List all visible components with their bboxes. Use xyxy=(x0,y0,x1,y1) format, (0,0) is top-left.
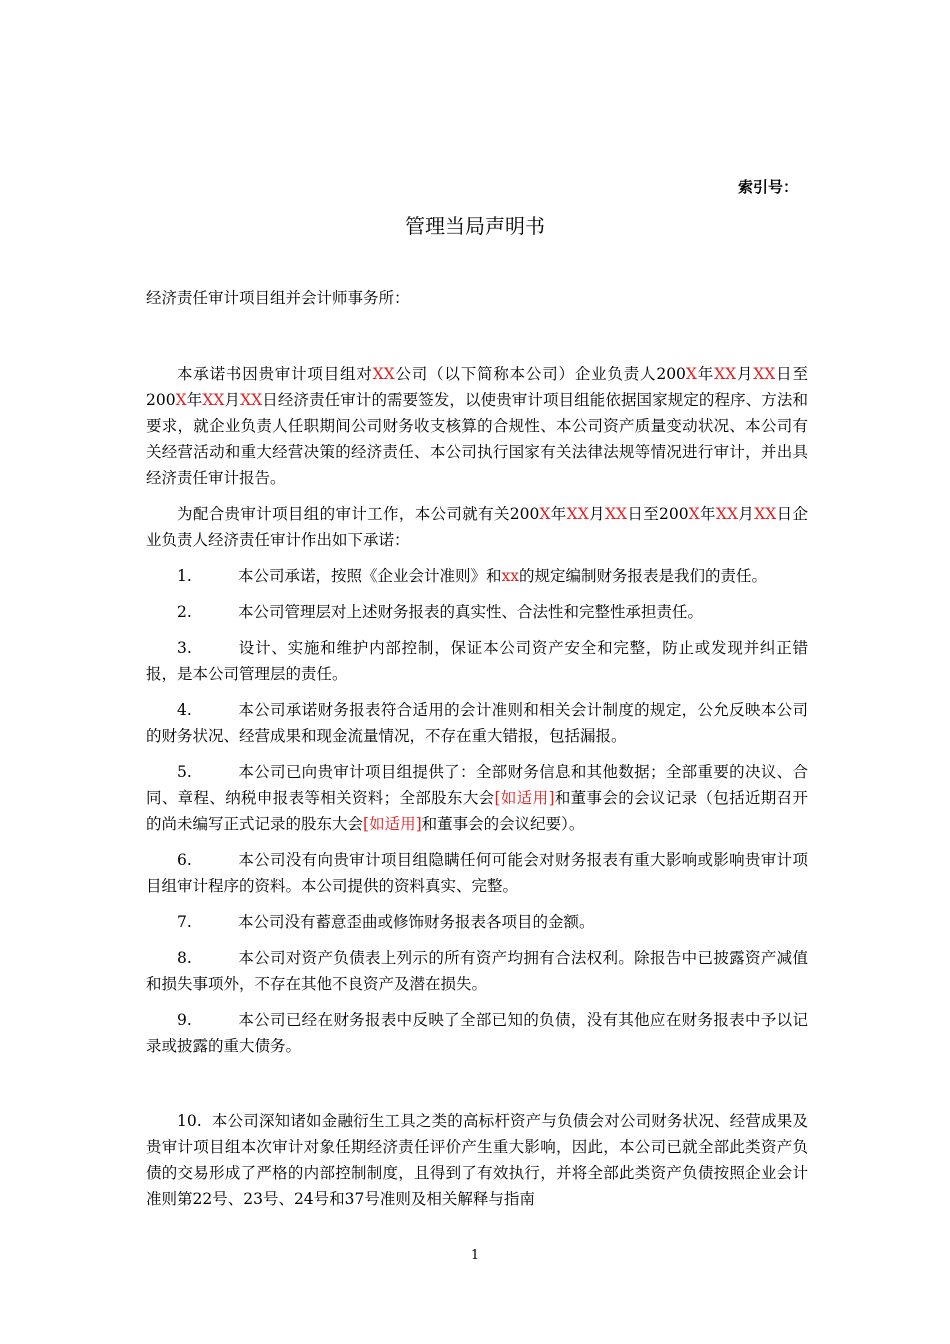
commitment-item-8: 8. 本公司对资产负债表上列示的所有资产均拥有合法权利。除报告中已披露资产减值和损失事项外，不存在其他不良资产及潜在损失。 xyxy=(146,945,808,997)
placeholder-text: XX xyxy=(604,505,628,523)
item-number: 1. xyxy=(177,567,192,585)
addressee: 经济责任审计项目组并会计师事务所： xyxy=(146,289,410,307)
commitment-item-10 xyxy=(146,1108,808,1212)
index-number-label: 索引号： xyxy=(738,178,799,196)
item-number: 3. xyxy=(177,639,192,657)
item-number: 8. xyxy=(177,949,192,967)
commitment-item-3: 3. 设计、实施和维护内部控制，保证本公司资产安全和完整，防止或发现并纠正错报，是本公司管理层的责任。 xyxy=(146,635,808,687)
commitment-item-1: 1. 本公司承诺，按照《企业会计准则》和xx的规定编制财务报表是我们的责任。 xyxy=(146,563,808,589)
commitment-item-7: 7. 本公司没有蓄意歪曲或修饰财务报表各项目的金额。 xyxy=(146,909,808,935)
item-10-paragraph: 10. 本公司深知诸如金融衍生工具之类的高标杆资产与负债会对公司财务状况、经营成果及贵审计项目组本次审计对象任期经济责任评价产生重大影响，因此，本公司已就全部此类资产负债的交易形成了严格的内部控制制度，且得到了有效执行，并将全部此类资产负债按照企业会计准则第22号、23号、24号和37号准则及相关解释与指南 xyxy=(146,1112,808,1208)
page-number: 1 xyxy=(470,1248,480,1263)
placeholder-text: X xyxy=(539,505,551,523)
placeholder-text: XX xyxy=(715,505,738,523)
placeholder-text: X xyxy=(688,505,700,523)
commitment-item-5: 5. 本公司已向贵审计项目组提供了：全部财务信息和其他数据；全部重要的决议、合同、章程、纳税申报表等相关资料；全部股东大会[如适用]和董事会的会议记录（包括近期召开的尚未编写正式记录的股东大会[如适用]和董事会的会议纪要）。 xyxy=(146,759,808,837)
commitment-item-9: 9. 本公司已经在财务报表中反映了全部已知的负债，没有其他应在财务报表中予以记录或披露的重大债务。 xyxy=(146,1007,808,1059)
commitment-item-4: 4. 本公司承诺财务报表符合适用的会计准则和相关会计制度的规定，公允反映本公司的财务状况、经营成果和现金流量情况，不存在重大错报，包括漏报。 xyxy=(146,697,808,749)
item-number: 6. xyxy=(177,851,192,869)
placeholder-text: XX xyxy=(240,391,263,409)
item-number: 2. xyxy=(177,603,192,621)
intro-paragraph: 本承诺书因贵审计项目组对XX公司（以下简称本公司）企业负责人200X年XX月XX日至200X年XX月XX日经济责任审计的需要签发，以使贵审计项目组能依据国家规定的程序、方法和要求，就企业负责人任职期间公司财务收支核算的合规性、本公司资产质量变动状况、本公司有关经营活动和重大经营决策的经济责任、本公司执行国家有关法律法规等情况进行审计，并出具经济责任审计报告。 xyxy=(146,365,808,487)
placeholder-text: X xyxy=(175,391,187,409)
item-number: 7. xyxy=(177,913,192,931)
placeholder-text: XX xyxy=(714,365,737,383)
placeholder-text: XX xyxy=(372,365,395,383)
placeholder-text: XX xyxy=(202,391,225,409)
placeholder-text: xx xyxy=(501,567,519,585)
commitment-item-6: 6. 本公司没有向贵审计项目组隐瞒任何可能会对财务报表有重大影响或影响贵审计项目组审计程序的资料。本公司提供的资料真实、完整。 xyxy=(146,847,808,899)
lead-paragraph: 为配合贵审计项目组的审计工作，本公司就有关200X年XX月XX日至200X年XX月XX日企业负责人经济责任审计作出如下承诺： xyxy=(146,505,808,549)
item-number: 4. xyxy=(177,701,192,719)
statement-body xyxy=(146,361,808,1069)
document-title: 管理当局声明书 xyxy=(405,214,545,238)
item-number: 9. xyxy=(177,1011,192,1029)
commitment-item-2: 2. 本公司管理层对上述财务报表的真实性、合法性和完整性承担责任。 xyxy=(146,599,808,625)
placeholder-text: XX xyxy=(754,505,777,523)
placeholder-text: XX xyxy=(566,505,589,523)
placeholder-text: [如适用] xyxy=(363,815,422,833)
item-number: 10. xyxy=(177,1112,202,1130)
placeholder-text: [如适用] xyxy=(494,789,555,807)
item-number: 5. xyxy=(177,763,192,781)
placeholder-text: X xyxy=(685,365,697,383)
placeholder-text: XX xyxy=(753,365,776,383)
